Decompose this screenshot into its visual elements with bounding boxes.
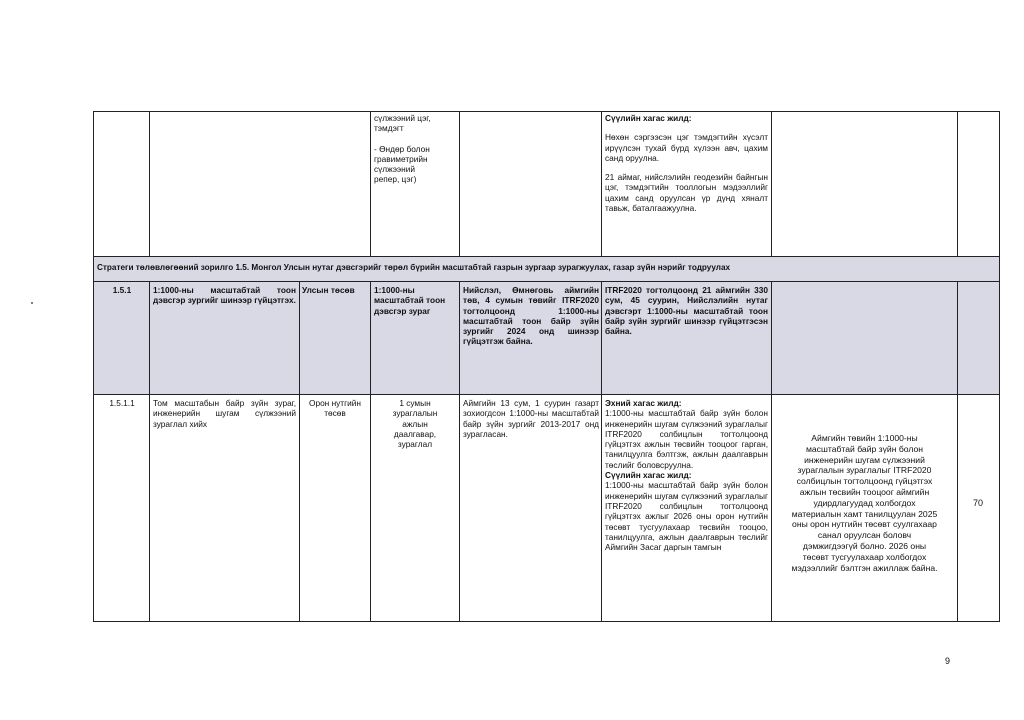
target-cell: ITRF2020 тогтолцоонд 21 аймгийн 330 сум, 45 суурин, Нийслэлийн нутаг дэвсгэрт 1:1000-ны масштабтай тоон байр зүйн зургийг шинээр гүйцэтгэсэн байна. — [605, 285, 768, 337]
text-line: зураглалын — [392, 408, 438, 419]
paragraph: Нөхөн сэргээсэн цэг тэмдэгтийн хүсэлт ирүүлсэн тухай бүрд хүлээн авч, цахим санд оруулна. — [605, 132, 768, 163]
text-line: солбицлын тогтолцоонд гүйцэтгэх — [796, 476, 933, 487]
text-line: ажлын төсвийн тооцоог аймгийн — [799, 486, 930, 497]
text-line: материалын хамт танилцуулан 2025 — [791, 508, 938, 519]
text-line: 1 сумын — [399, 398, 431, 408]
row-number: 1.5.1.1 — [109, 398, 135, 408]
text-line: сүлжээний — [374, 164, 416, 175]
text-line: ажлын — [402, 418, 428, 429]
baseline-cell: Нийслэл, Өмнөговь аймгийн төв, 4 сумын төвийг ITRF2020 тогтолцоонд 1:1000-ны масштабтай тоон байр зүйн зургийг 2024 онд шинээр гүйцэтгэж байна. — [463, 285, 599, 347]
text-line: оны орон нутгийн төсөвт суулгахаар — [792, 519, 937, 530]
strategy-goal-heading: Стратеги төлөвлөгөөний зорилго 1.5. Монгол Улсын нутаг дэвсгэрийг төрөл бүрийн масштабтай газрын зургаар зурагжуулах, газар зүйн нэрийг тодруулах — [97, 263, 731, 272]
page-number: 9 — [945, 656, 951, 666]
paragraph: 1:1000-ны масштабтай байр зүйн болон инженерийн шугам сүлжээний зураглалыг ITRF2020 солбицлын тогтолцоонд гүйцэтгэх ажлыг 2026 оны орон нутгийн төсөвт тусгуулахаар төсвийн тооцоо, танилцуулга, ажлын даалгаврын төслийг Аймгийн Засаг даргын тамгын — [605, 480, 768, 553]
paragraph: 21 аймаг, нийслэлийн геодезийн байнгын цэг, тэмдэгтийн тооллогын мэдээллийг цахим санд оруулсан үр дүнд хяналт тавьж, баталгаажуулна. — [605, 172, 768, 214]
progress-cell — [605, 398, 768, 620]
text-line: даалгавар, — [393, 428, 437, 439]
assessment-cell — [773, 433, 956, 573]
text-line: төсөвт тусгуулахаар холбогдох — [802, 551, 927, 562]
continuation-target-cell — [605, 113, 768, 253]
baseline-cell: Аймгийн 13 сум, 1 суурин газарт зохиогдсон 1:1000-ны масштабтай байр зүйн зургийг 2013-2017 онд зурагласан. — [463, 398, 599, 439]
section-heading: Сүүлийн хагас жилд: — [605, 113, 692, 123]
scan-speck — [31, 302, 33, 304]
indicator-cell: 1:1000-ны масштабтай тоон дэвсгэр зураг — [374, 285, 446, 316]
continuation-indicator-cell — [374, 113, 456, 253]
text-line: масштабтай байр зүйн болон — [805, 443, 924, 454]
indicator-cell — [373, 398, 457, 449]
section-heading: Эхний хагас жилд: — [605, 398, 682, 408]
text-line: Орон нутгийн — [309, 398, 361, 408]
text-line: зураглалын зураглалыг ITRF2020 — [797, 465, 932, 476]
score-cell: 70 — [972, 498, 983, 508]
text-line: дэмжигдээгүй болно. 2026 оны — [802, 540, 927, 551]
text-line: инженерийн шугам сүлжээний — [804, 454, 925, 465]
text-line: мэдээллийг бэлтгэн ажиллаж байна. — [791, 562, 938, 573]
paragraph: 1:1000-ны масштабтай байр зүйн болон инженерийн шугам сүлжээний зураглалыг ITRF2020 солбицлын тогтолцоонд гүйцэтгэх ажлын төсвийн тооцоог гарган, танилцуулга бэлтгэж, ажлын даалгаврын төслийг боловсруулна. — [605, 408, 768, 470]
text-line: гравиметрийн — [374, 153, 428, 164]
text-line — [374, 134, 456, 144]
budget-source-cell — [300, 398, 370, 419]
text-line: удирдлагуудад холбогдох — [813, 497, 916, 508]
row-number: 1.5.1 — [112, 285, 132, 295]
budget-source-cell: Улсын төсөв — [302, 285, 355, 295]
text-line: - Өндөр болон — [374, 143, 430, 154]
text-line: тэмдэгт — [374, 123, 404, 134]
text-line: санал оруулсан боловч — [817, 530, 912, 541]
text-line: Аймгийн төвийн 1:1000-ны — [811, 433, 918, 443]
text-line: репер, цэг) — [374, 174, 417, 185]
text-line: зураглал — [397, 439, 433, 450]
text-line: сүлжээний цэг, — [374, 113, 431, 123]
activity-cell: 1:1000-ны масштабтай тоон дэвсгэр зургийг шинээр гүйцэтгэх. — [153, 285, 296, 306]
activity-cell: Том масштабын байр зүйн зураг, инженерийн шугам сүлжээний зураглал хийх — [153, 398, 296, 429]
text-line: төсөв — [324, 408, 346, 419]
section-heading: Сүүлийн хагас жилд: — [605, 470, 692, 481]
